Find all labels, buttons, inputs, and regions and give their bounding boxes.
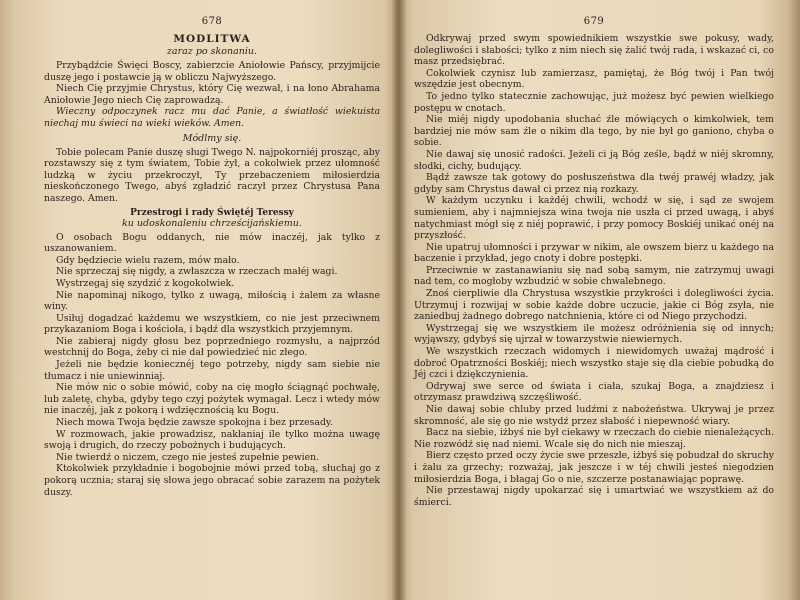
counsels-text-continued (414, 33, 774, 508)
paragraph: Nie dawaj sobie chluby przed ludźmi z nabożeństwa. Ukrywaj je przez skromność, ale się go nie wstydź przez słabość i niepewność wiary. (414, 404, 774, 427)
paragraph: Niech mowa Twoja będzie zawsze spokojna i bez przesady. (56, 417, 333, 429)
paragraph: Wystrzegaj się we wszystkiem ile możesz odróżnienia się od innych; wyjąwszy, gdybyś się ujrzał w towarzystwie niewiernych. (414, 322, 774, 346)
book-gutter (392, 0, 406, 600)
prayer-heading: Módlmy się. (182, 132, 242, 144)
left-page (0, 0, 398, 600)
paragraph: Jeżeli nie będzie koniecznéj tego potrzeby, nigdy sam siebie nie tłumacz i nie uniewinniaj. (44, 359, 380, 382)
paragraph: Nie twierdź o niczem, czego nie jesteś zupełnie pewien. (56, 451, 320, 463)
paragraph: Nie mów nic o sobie mówić, coby na cię mogło ściągnąć pochwałę, lub zaletę, chyba, gdyby tego czyj pożytek wymagał. Lecz i wtedy mów nie inaczéj, jak z pokorą i wdzięcznością ku Bogu. (44, 382, 380, 417)
right-page (398, 0, 800, 600)
paragraph: Usiłuj dogadzać każdemu we wszystkiem, co nie jest przeciwnem przykazaniom Boga i kościoła, i bądź dla wszystkich przyjemnym. (44, 312, 380, 336)
paragraph: Przeciwnie w zastanawianiu się nad sobą samym, nie zatrzymuj uwagi nad tem, co mogłoby wzbudzić w sobie chwalebnego. (414, 264, 774, 288)
paragraph: Odkrywaj przed swym spowiednikiem wszystkie swe pokusy, wady, dolegliwości i słabości; tylko z nim niech się żalić twój rada, i wskazać ci, co masz przedsiębrać. (414, 33, 774, 68)
section-title: Przestrogi i rady Świętéj Teressy (130, 207, 294, 218)
paragraph: To jedno tylko statecznie zachowując, już możesz być pewien wielkiego postępu w cnotach. (414, 90, 774, 114)
prayer-title: MODLITWA (173, 33, 251, 45)
paragraph: Nie przestawaj nigdy upokarzać się i umartwiać we wszystkiem aż do śmierci. (414, 485, 774, 508)
prayer-text-2 (44, 147, 380, 205)
paragraph: Gdy będziecie wielu razem, mów mało. (56, 254, 240, 266)
paragraph: Tobie polecam Panie duszę sługi Twego N. najpokorniéj prosząc, aby rozstawszy się z tym światem, Tobie żył, a cokolwiek przez ułomność ludzką w życiu przekroczył, Ty przebaczeniem miłosierdzia nieskończonego Twego, abyś zgładzić raczył przez Chrystusa Pana naszego. Amen. (44, 146, 380, 204)
section-subtitle: ku udoskonaleniu chrześcijańskiemu. (122, 217, 302, 229)
paragraph: Przybądźcie Święci Boscy, zabierzcie Aniołowie Pańscy, przyjmijcie duszę jego i postawcie ją w obliczu Najwyższego. (44, 60, 380, 83)
paragraph: Bierz często przed oczy życie swe przeszłe, iżbyś się pobudzał do skruchy i żalu za grzechy; rozważaj, jak jeszcze i w téj chwili jesteś niegodzien miłosierdzia Boga, i błagaj Go o nie, szczerze postanawiając poprawę. (414, 450, 774, 485)
prayer-text (44, 60, 380, 130)
paragraph: Ktokolwiek przykładnie i bogobojnie mówi przed tobą, słuchaj go z pokorą uczniа; staraj się słowa jego obracać sobie zarazem na pożytek duszy. (44, 463, 380, 498)
prayer-subtitle: zaraz po skonaniu. (166, 46, 258, 57)
paragraph: Nie upatruj ułomności i przywar w nikim, ale owszem bierz u każdego na baczenie i przykład, jego cnoty i dobre postępki. (414, 241, 774, 265)
paragraph: Nie dawaj się unosić radości. Jeżeli ci ją Bóg ześle, bądź w niéj skromny, słodki, cichy, budujący. (414, 148, 774, 172)
page-number-left: 678 (201, 16, 223, 27)
paragraph: Nie miéj nigdy upodobania słuchać źle mówiących o kimkolwiek, tem bardziej nie mów sam źle o nikim dla tego, by nie był go ganiono, chyba o sobie. (414, 114, 774, 149)
paragraph: Nie zabieraj nigdy głosu bez poprzedniego rozmysłu, a najprzód westchnij do Boga, żeby ci nie dał powiedzieć nic złego. (44, 335, 380, 359)
counsels-text (44, 232, 380, 499)
paragraph: Bacz na siebie, iżbyś nie był ciekawy w rzeczach do ciebie nienależących. Nie rozwódź się nad niemi. Wcale się do nich nie mieszaj. (414, 427, 774, 450)
paragraph: Nie sprzeczaj się nigdy, a zwłaszcza w rzeczach małéj wagi. (56, 266, 338, 278)
paragraph: Wystrzegaj się szydzić z kogokolwiek. (56, 277, 235, 289)
paragraph: Nie napominaj nikogo, tylko z uwagą, miłością i żalem za własne winy. (44, 289, 380, 313)
page-number-right: 679 (583, 16, 605, 27)
paragraph: W rozmowach, jakie prowadzisz, nakłaniaj ile tylko można uwagę swoją i drugich, do rzeczy pobożnych i budujących. (44, 428, 380, 452)
paragraph: W każdym uczynku i każdéj chwili, wchodź w się, i sąd ze swojem sumieniem, aby i najmniejsza wina twoja nie uszła ci przed uwagą, i abyś natychmiast mógł się z niéj poprawić, i przy pomocy Boskiéj unikać onéj na przyszłość. (414, 195, 774, 242)
paragraph: Cokolwiek czynisz lub zamierzasz, pamiętaj, że Bóg twój i Pan twój wszędzie jest obecnym. (414, 67, 774, 91)
paragraph: Wieczny odpoczynek racz mu dać Panie, a światłość wiekuista niechaj mu świeci na wieki wieków. Amen. (44, 106, 380, 129)
paragraph: Bądź zawsze tak gotowy do posłuszeństwa dla twéj prawéj władzy, jak gdyby sam Chrystus dawał ci przez nią rozkazy. (414, 172, 774, 195)
paragraph: Znoś cierpliwie dla Chrystusa wszystkie przykrości i dolegliwości życia. Utrzymuj i rozwijaj w sobie każde dobre uczucie, jakie ci Bóg zsyła, nie zaniedbuj żadnego dobrego natchnienia, które ci od Niego przychodzi. (414, 288, 774, 323)
paragraph: Odrywaj swe serce od świata i ciała, szukaj Boga, a znajdziesz i otrzymasz prawdziwą szczęśliwość. (414, 380, 774, 404)
paragraph: O osobach Bogu oddanych, nie mów inaczéj, jak tylko z uszanowaniem. (44, 231, 380, 255)
paragraph: We wszystkich rzeczach widomych i niewidomych uważaj mądrość i dobroć Opatrzności Boskiéj; niech wszystko staje się dla ciebie pobudką do Jéj czci i dziękczynienia. (414, 346, 774, 381)
paragraph: Niech Cię przyjmie Chrystus, który Cię wezwał, i na łono Abrahama Aniołowie Jego niech Cię zaprowadzą. (44, 83, 380, 106)
